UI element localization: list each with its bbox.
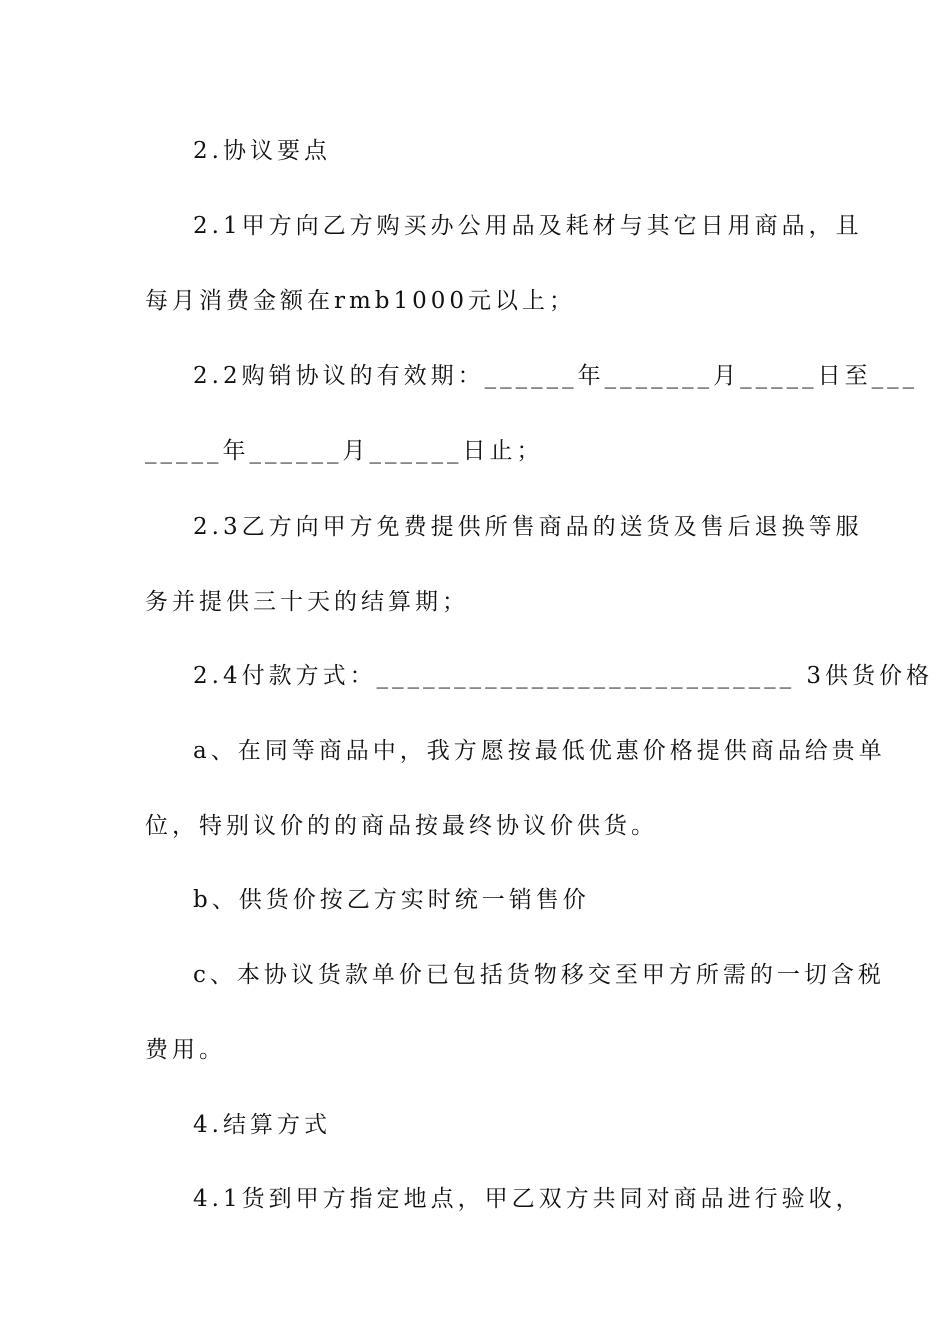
paragraph-line: a、在同等商品中，我方愿按最低优惠价格提供商品给贵单 <box>193 738 886 764</box>
paragraph-line: 2.1甲方向乙方购买办公用品及耗材与其它日用商品，且 <box>193 213 863 239</box>
paragraph-line: 费用。 <box>145 1037 226 1063</box>
paragraph-line: 4.1货到甲方指定地点，甲乙双方共同对商品进行验收， <box>193 1186 863 1212</box>
paragraph-line: 每月消费金额在rmb1000元以上； <box>145 288 577 314</box>
paragraph-line: 务并提供三十天的结算期； <box>145 589 469 615</box>
paragraph-line: 2.4付款方式：___________________________ 3供货价格 <box>193 663 934 689</box>
paragraph-line: b、供货价按乙方实时统一销售价 <box>193 887 590 913</box>
paragraph-line: 2.3乙方向甲方免费提供所售商品的送货及售后退换等服 <box>193 514 863 540</box>
paragraph-line: _____年______月______日止； <box>145 438 544 464</box>
paragraph-line: 位，特别议价的的商品按最终协议价供货。 <box>145 813 658 839</box>
section-heading-agreement-points: 2.协议要点 <box>193 138 331 164</box>
paragraph-line: c、本协议货款单价已包括货物移交至甲方所需的一切含税 <box>193 962 885 988</box>
section-heading-settlement: 4.结算方式 <box>193 1112 331 1138</box>
paragraph-line: 2.2购销协议的有效期：______年_______月_____日至___ <box>193 363 919 389</box>
